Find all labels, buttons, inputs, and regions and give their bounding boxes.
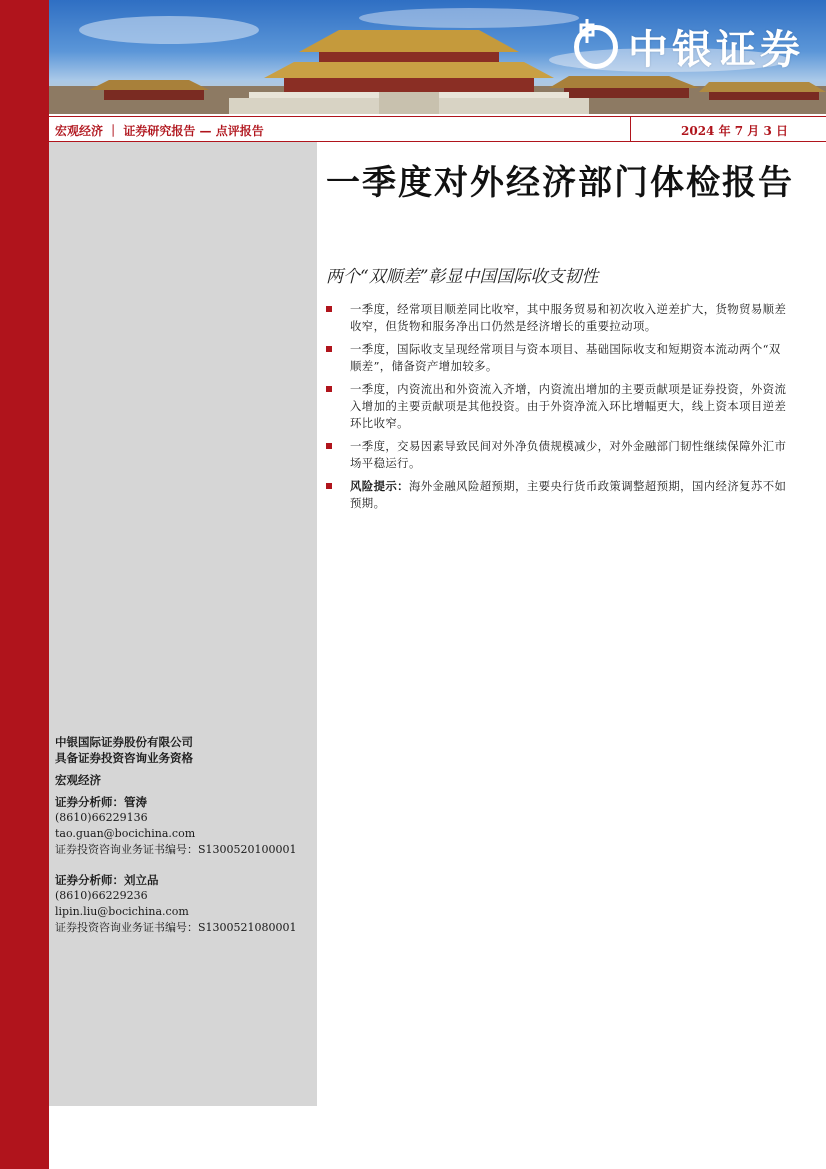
analyst-info xyxy=(55,734,313,936)
analyst-email[interactable]: tao.guan@bocichina.com xyxy=(55,827,196,840)
date-divider xyxy=(630,117,631,141)
breadcrumb: 宏观经济 ｜ 证券研究报告 — 点评报告 xyxy=(55,124,264,138)
key-points-list xyxy=(322,301,790,518)
analyst-title: 证券分析师：刘立品 xyxy=(55,873,159,887)
list-item xyxy=(322,301,790,335)
sector-label: 宏观经济 xyxy=(55,773,101,787)
header-banner xyxy=(49,0,826,114)
key-point-text: 一季度，内资流出和外资流入齐增，内资流出增加的主要贡献项是证券投资，外资流入增加的主要贡献项是其他投资。由于外资净流入环比增幅更大，线上资本项目逆差环比收窄。 xyxy=(350,382,787,430)
list-item xyxy=(322,438,790,472)
left-brand-strip xyxy=(0,0,49,1169)
analyst-license: 证券投资咨询业务证书编号：S1300521080001 xyxy=(55,921,297,934)
brand-name: 中银证券 xyxy=(628,27,804,73)
risk-label: 风险提示： xyxy=(350,479,409,493)
report-date: 2024 年 7 月 3 日 xyxy=(681,124,788,138)
risk-item xyxy=(322,478,790,512)
list-item xyxy=(322,381,790,432)
list-item xyxy=(322,341,790,375)
key-point-text: 一季度，国际收支呈现经常项目与资本项目、基础国际收支和短期资本流动两个“双顺差”，储备资产增加较多。 xyxy=(350,342,781,373)
report-header-bar xyxy=(49,116,826,142)
company-name: 中银国际证券股份有限公司 xyxy=(55,735,193,749)
brand-logo xyxy=(574,18,804,75)
key-point-text: 一季度，交易因素导致民间对外净负债规模减少，对外金融部门韧性继续保障外汇市场平稳运行。 xyxy=(350,439,787,470)
bullet-square-icon xyxy=(326,306,332,312)
sidebar-panel xyxy=(49,142,317,1106)
report-title: 一季度对外经济部门体检报告 xyxy=(326,163,794,203)
bullet-square-icon xyxy=(326,386,332,392)
boc-coin-icon xyxy=(574,25,618,69)
analyst-email[interactable]: lipin.liu@bocichina.com xyxy=(55,905,189,918)
bullet-square-icon xyxy=(326,346,332,352)
analyst-title: 证券分析师：管涛 xyxy=(55,795,147,809)
bullet-square-icon xyxy=(326,483,332,489)
key-point-text: 一季度，经常项目顺差同比收窄，其中服务贸易和初次收入逆差扩大，货物贸易顺差收窄，但货物和服务净出口仍然是经济增长的重要拉动项。 xyxy=(350,302,787,333)
analyst-phone: (8610)66229236 xyxy=(55,889,148,902)
analyst-phone: (8610)66229136 xyxy=(55,811,148,824)
report-subtitle: 两个“双顺差”彰显中国国际收支韧性 xyxy=(326,267,599,287)
analyst-license: 证券投资咨询业务证书编号：S1300520100001 xyxy=(55,843,297,856)
qualification: 具备证券投资咨询业务资格 xyxy=(55,751,193,765)
risk-text: 海外金融风险超预期，主要央行货币政策调整超预期，国内经济复苏不如预期。 xyxy=(350,479,787,510)
bullet-square-icon xyxy=(326,443,332,449)
